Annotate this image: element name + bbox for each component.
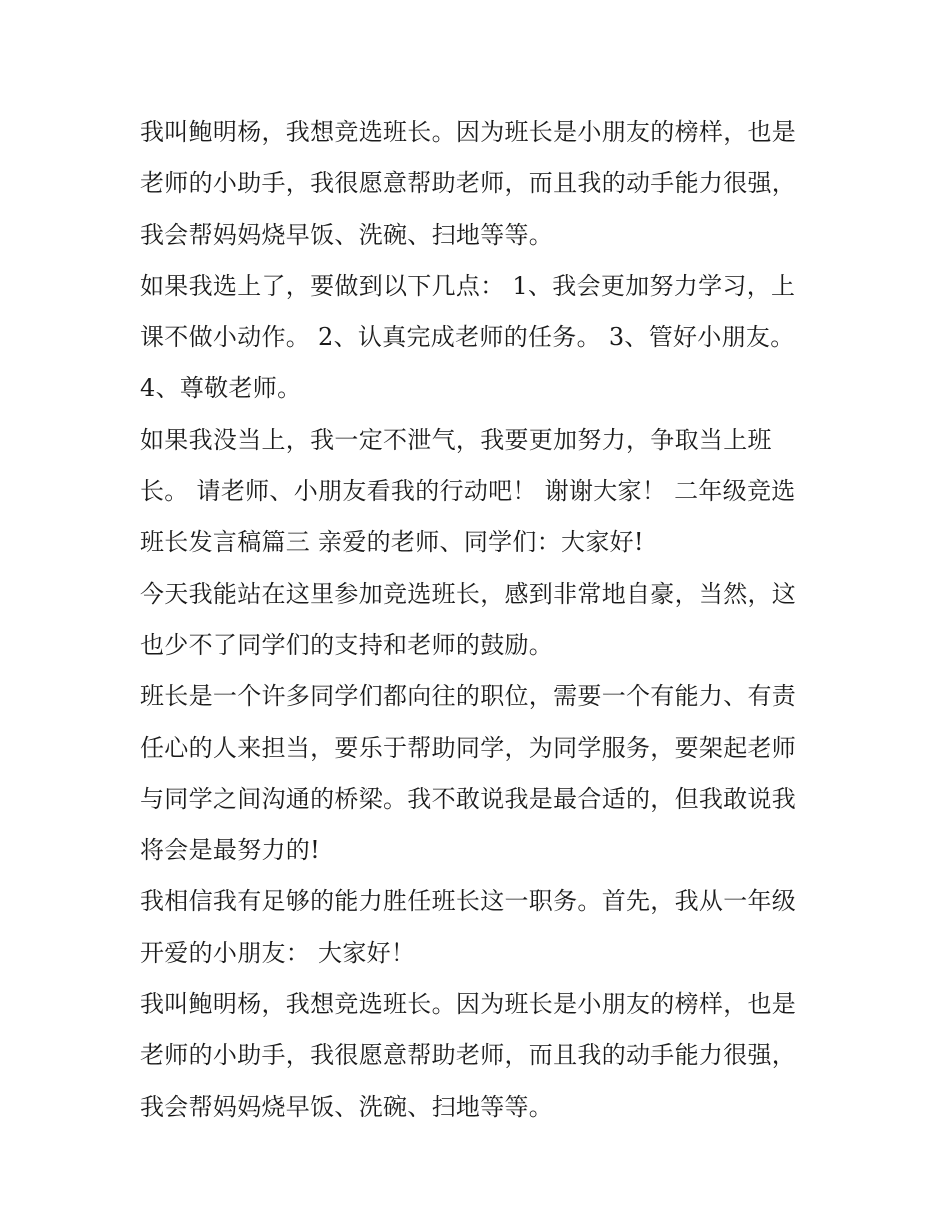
- text-line-20: 我会帮妈妈烧早饭、洗碗、扫地等等。: [140, 1092, 554, 1121]
- text-line-16: 我相信我有足够的能力胜任班长这一职务。首先，我从一年级: [140, 887, 797, 916]
- text-line-11: 也少不了同学们的支持和老师的鼓励。: [140, 630, 554, 659]
- text-line-3: 我会帮妈妈烧早饭、洗碗、扫地等等。: [140, 220, 554, 249]
- text-line-19: 老师的小助手，我很愿意帮助老师，而且我的动手能力很强，: [140, 1041, 797, 1070]
- text-line-14: 与同学之间沟通的桥梁。我不敢说我是最合适的，但我敢说我: [140, 784, 797, 813]
- document-body: [140, 107, 820, 1133]
- text-line-7: 如果我没当上，我一定不泄气，我要更加努力，争取当上班: [140, 425, 772, 454]
- text-line-12: 班长是一个许多同学们都向往的职位，需要一个有能力、有责: [140, 682, 797, 711]
- text-line-13: 任心的人来担当，要乐于帮助同学，为同学服务，要架起老师: [140, 733, 797, 762]
- text-line-2: 老师的小助手，我很愿意帮助老师，而且我的动手能力很强，: [140, 169, 797, 198]
- text-line-17: 开爱的小朋友： 大家好！: [140, 938, 416, 967]
- text-line-9: 班长发言稿篇三 亲爱的老师、同学们：大家好!: [140, 528, 644, 557]
- text-line-5: 课不做小动作。 2、认真完成老师的任务。 3、管好小朋友。: [140, 323, 795, 352]
- text-line-8: 长。 请老师、小朋友看我的行动吧！ 谢谢大家！ 二年级竞选: [140, 477, 796, 506]
- text-line-6: 4、尊敬老师。: [140, 374, 302, 403]
- text-line-1: 我叫鲍明杨，我想竞选班长。因为班长是小朋友的榜样，也是: [140, 118, 797, 146]
- text-line-4: 如果我选上了，要做到以下几点： 1、我会更加努力学习，上: [140, 271, 796, 300]
- text-line-15: 将会是最努力的!: [140, 836, 321, 865]
- text-line-10: 今天我能站在这里参加竞选班长，感到非常地自豪，当然，这: [140, 579, 797, 608]
- text-line-18: 我叫鲍明杨，我想竞选班长。因为班长是小朋友的榜样，也是: [140, 990, 797, 1019]
